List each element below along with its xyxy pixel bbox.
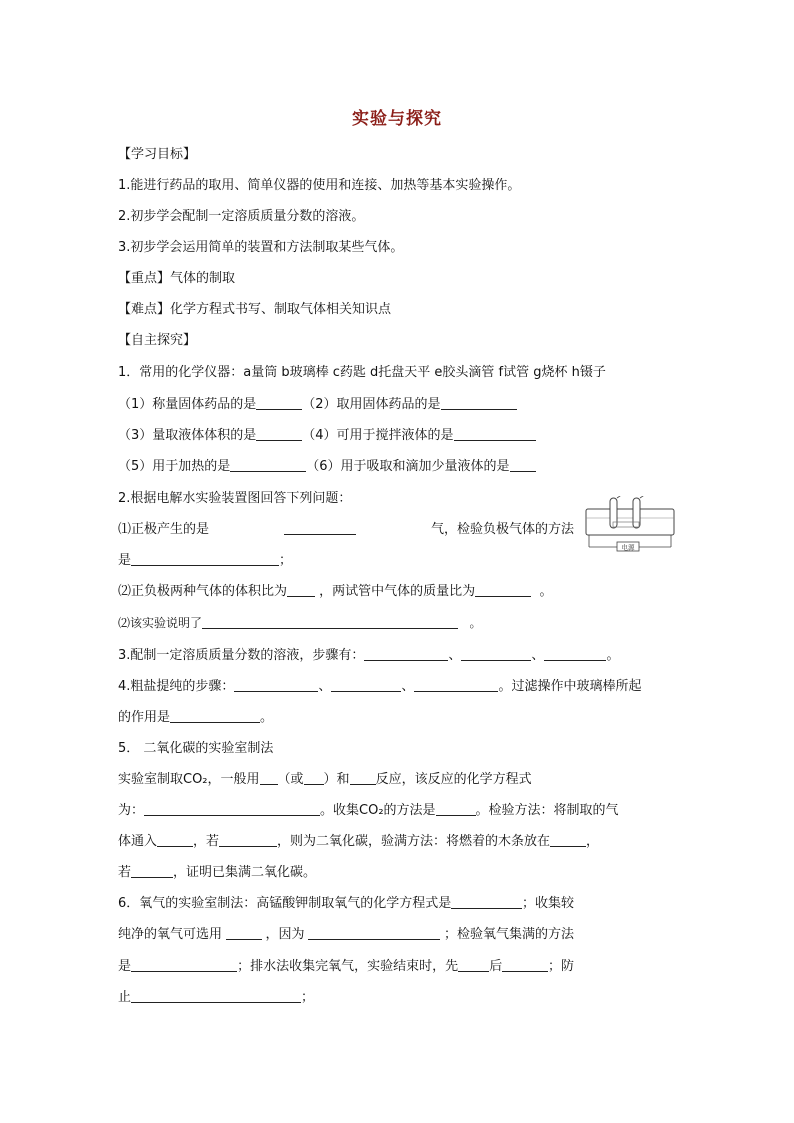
goal-3: 3.初步学会运用简单的装置和方法制取某些气体。 — [118, 240, 404, 255]
q5-text: （或 — [277, 772, 304, 787]
answer-blank[interactable] — [202, 615, 458, 629]
q2-b-text: ⑵正负极两种气体的体积比为 — [118, 584, 288, 599]
answer-blank[interactable] — [502, 958, 548, 972]
section-heading-goals: 【学习目标】 — [118, 147, 197, 162]
q5-text: 。检验方法：将制取的气 — [475, 803, 619, 818]
q5-text: 实验室制取CO₂，一般用 — [118, 772, 260, 787]
answer-blank[interactable] — [550, 833, 586, 847]
difficulty-point: 【难点】化学方程式书写、制取气体相关知识点 — [118, 302, 392, 317]
q1-part-5: （5）用于加热的是 — [118, 459, 231, 474]
q5-text: ，若 — [193, 834, 220, 849]
q4-end: 。 — [260, 710, 274, 725]
answer-blank[interactable] — [414, 678, 498, 692]
answer-blank[interactable] — [144, 802, 320, 816]
goal-2: 2.初步学会配制一定溶质质量分数的溶液。 — [118, 209, 365, 224]
answer-blank[interactable] — [157, 833, 193, 847]
q6-text: ；检验氧气集满的方法 — [443, 927, 574, 942]
q5-text: 体通入 — [118, 834, 158, 849]
electrolysis-apparatus-diagram — [583, 496, 677, 554]
q2-stem: 2.根据电解水实验装置图回答下列问题： — [118, 491, 352, 506]
q6-text: ；收集较 — [521, 896, 574, 911]
q1-part-4: （4）可用于搅拌液体的是 — [302, 428, 454, 443]
answer-blank[interactable] — [284, 521, 356, 535]
power-label: 电源 — [621, 543, 635, 552]
q4-line-2 — [118, 709, 273, 727]
answer-blank[interactable] — [451, 895, 522, 909]
q5-line-1 — [118, 771, 532, 789]
q6-text: 止 — [118, 990, 132, 1005]
q4-text-3: 的作用是 — [118, 710, 171, 725]
q2-a-line-2 — [118, 552, 292, 570]
answer-blank[interactable] — [544, 647, 606, 661]
q5-text: ）和 — [323, 772, 350, 787]
q3-line — [118, 647, 619, 665]
q4-separator: 、 — [401, 679, 415, 694]
q5-text: 。收集CO₂的方法是 — [320, 803, 436, 818]
answer-blank[interactable] — [461, 647, 531, 661]
answer-blank[interactable] — [304, 771, 324, 785]
goal-1: 1.能进行药品的取用、简单仪器的使用和连接、加热等基本实验操作。 — [118, 178, 521, 193]
answer-blank[interactable] — [260, 771, 278, 785]
q2-a-text-3: 是 — [118, 553, 132, 568]
answer-blank[interactable] — [234, 678, 318, 692]
q4-line — [118, 678, 641, 696]
q6-text: ；排水法收集完氧气，实验结束时，先 — [237, 959, 459, 974]
q5-line-3 — [118, 833, 599, 851]
answer-blank[interactable] — [436, 802, 476, 816]
q6-text: 是 — [118, 959, 132, 974]
q4-text: 4.粗盐提纯的步骤： — [118, 679, 235, 694]
q2-b-text-2: ，两试管中气体的质量比为 — [319, 584, 476, 599]
q3-text: 3.配制一定溶质质量分数的溶液，步骤有： — [118, 648, 365, 663]
answer-blank[interactable] — [131, 989, 301, 1003]
q5-line-2 — [118, 802, 619, 820]
q1-part-6: （6）用于吸取和滴加少量液体的是 — [306, 459, 510, 474]
q2-c-line — [118, 614, 481, 632]
q6-text: ；防 — [547, 959, 574, 974]
q2-a-text-2: 气，检验负极气体的方法 — [430, 522, 574, 537]
q2-a-line — [118, 521, 574, 539]
section-heading-explore: 【自主探究】 — [118, 333, 197, 348]
q6-line-2 — [118, 926, 574, 944]
q3-separator: 、 — [531, 648, 545, 663]
answer-blank[interactable] — [454, 427, 536, 441]
answer-blank[interactable] — [458, 958, 489, 972]
q6-line-1 — [118, 895, 574, 913]
answer-blank[interactable] — [230, 458, 306, 472]
q5-text: 若 — [118, 865, 132, 880]
focus-point: 【重点】气体的制取 — [118, 271, 236, 286]
q5-text: ，则为二氧化碳，验满方法：将燃着的木条放在 — [277, 834, 551, 849]
q5-heading: 5． 二氧化碳的实验室制法 — [118, 741, 274, 756]
q1-part-3: （3）量取液体体积的是 — [118, 428, 257, 443]
q6-line-3 — [118, 958, 574, 976]
q3-end: 。 — [606, 648, 620, 663]
answer-blank[interactable] — [219, 833, 277, 847]
page-title: 实验与探究 — [352, 109, 442, 129]
q6-text: 6．氧气的实验室制法：高锰酸钾制取氧气的化学方程式是 — [118, 896, 452, 911]
q5-text: 为： — [118, 803, 145, 818]
q6-text: 纯净的氧气可选用 — [118, 927, 223, 942]
q2-c-end: 。 — [469, 616, 482, 630]
q2-b-line — [118, 583, 552, 601]
answer-blank[interactable] — [131, 552, 279, 566]
q1-part-1: （1）称量固体药品的是 — [118, 397, 257, 412]
q5-text: 反应，该反应的化学方程式 — [375, 772, 532, 787]
answer-blank[interactable] — [256, 396, 302, 410]
q5-text: ， — [586, 834, 600, 849]
answer-blank[interactable] — [170, 709, 260, 723]
q3-separator: 、 — [448, 648, 462, 663]
q6-text: 后 — [489, 959, 503, 974]
answer-blank[interactable] — [226, 926, 262, 940]
answer-blank[interactable] — [287, 583, 315, 597]
answer-blank[interactable] — [350, 771, 376, 785]
answer-blank[interactable] — [331, 678, 401, 692]
q1-row-2 — [118, 427, 536, 445]
q2-c-text: ⑵该实验说明了 — [118, 616, 203, 630]
q1-row-1 — [118, 396, 517, 414]
q6-text: ； — [301, 990, 315, 1005]
q6-text: ，因为 — [265, 927, 305, 942]
answer-blank[interactable] — [441, 396, 517, 410]
q6-line-4 — [118, 989, 314, 1007]
q5-line-4 — [118, 864, 316, 882]
q4-separator: 、 — [318, 679, 332, 694]
q1-stem: 1．常用的化学仪器：a量筒 b玻璃棒 c药匙 d托盘天平 e胶头滴管 f试管 g烧杯 h镊子 — [118, 365, 606, 380]
q5-text: ，证明已集满二氧化碳。 — [173, 865, 317, 880]
q2-a-end: ； — [279, 553, 293, 568]
answer-blank[interactable] — [475, 583, 531, 597]
answer-blank[interactable] — [364, 647, 448, 661]
answer-blank[interactable] — [308, 926, 440, 940]
q4-text-2: 。过滤操作中玻璃棒所起 — [498, 679, 642, 694]
answer-blank[interactable] — [256, 427, 302, 441]
q1-part-2: （2）取用固体药品的是 — [302, 397, 441, 412]
answer-blank[interactable] — [510, 458, 536, 472]
q2-a-text: ⑴正极产生的是 — [118, 522, 210, 537]
answer-blank[interactable] — [131, 864, 173, 878]
answer-blank[interactable] — [131, 958, 237, 972]
q1-row-3 — [118, 458, 536, 476]
q2-b-end: 。 — [539, 584, 553, 599]
